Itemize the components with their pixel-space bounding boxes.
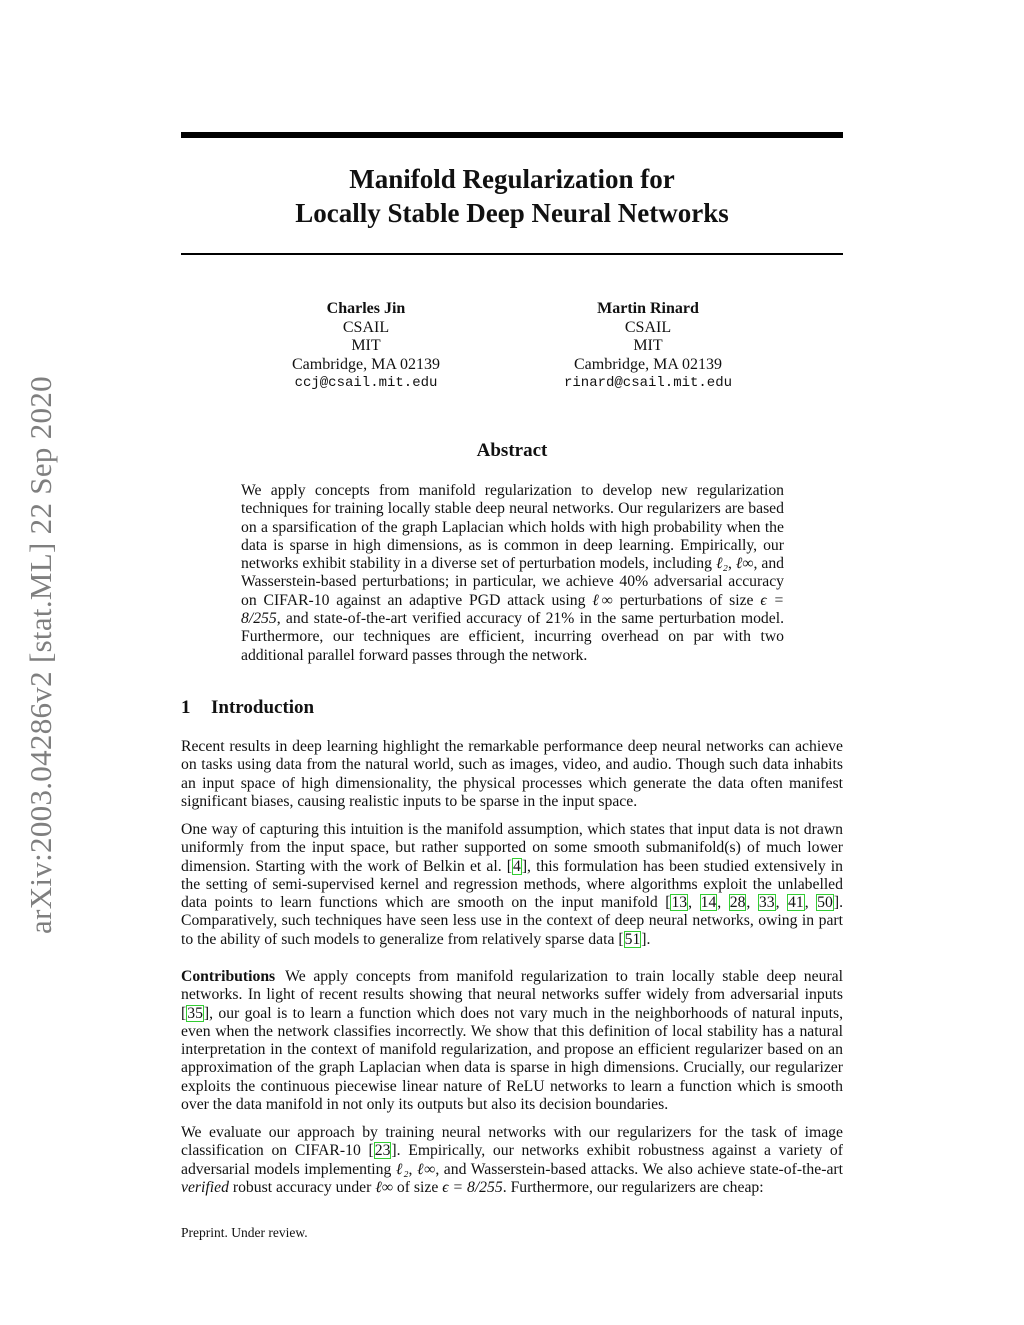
- paragraph-run-in-heading: Contributions: [181, 968, 276, 985]
- paragraph-text-run: ]. Empirically, our networks exhibit robustness against a variety of adversarial models implementing: [181, 1142, 843, 1178]
- citation-link[interactable]: 41: [788, 894, 804, 912]
- abstract-body: [241, 482, 784, 665]
- title-bottom-rule: [181, 253, 843, 255]
- author-location: Cambridge, MA 02139: [292, 355, 440, 373]
- math-linf: ℓ∞: [592, 591, 613, 609]
- section-number: 1: [181, 697, 191, 718]
- math-l2: ℓ₂: [395, 1160, 409, 1178]
- author-email[interactable]: ccj@csail.mit.edu: [294, 375, 438, 391]
- author-email[interactable]: rinard@csail.mit.edu: [563, 375, 733, 391]
- citation-link[interactable]: 28: [729, 894, 746, 912]
- math-epsilon: ϵ = 8/255: [241, 591, 785, 628]
- paragraph-text-run: , and Wasserstein-based attacks. We also achieve state-of-the-art: [435, 1160, 844, 1178]
- paragraph-text-run: One way of capturing this intuition is the manifold assumption, which states that input data is not drawn uniformly from the input space, but rather supported on some smooth submanifold(s) of much lower dimension. Starting with the work of Belkin et al. [: [181, 821, 843, 875]
- author-location: Cambridge, MA 02139: [574, 355, 722, 373]
- author-name: Martin Rinard: [597, 300, 699, 317]
- title-line-2: Locally Stable Deep Neural Networks: [295, 198, 729, 228]
- paragraph-text-run: We evaluate our approach by training neural networks with our regularizers for the task of image classification on CIFAR-10 [: [181, 1124, 843, 1160]
- paragraph-text-run: ], our goal is to learn a function which does not vary much in the neighborhoods of natural inputs, even when the network classifies incorrectly. We show that this definition of local stability has a natural interpretation in the context of manifold regularization, and propose an efficient regularizer based on an approximation of the graph Laplacian when data is sparse in high dimensions. Crucially, our regularizer exploits the continuous piecewise linear nature of ReLU networks to learn a function which is smooth over the data manifold in not only its outputs but also its decision boundaries.: [181, 1004, 843, 1114]
- citation-link[interactable]: 50: [817, 894, 833, 912]
- math-l2: ℓ₂: [715, 555, 728, 573]
- author-block-1: [246, 300, 486, 393]
- paragraph-text-run: of size: [396, 1178, 439, 1196]
- citation-link[interactable]: 4: [512, 857, 521, 875]
- citation-link[interactable]: 13: [671, 894, 688, 912]
- emphasis-verified: verified: [181, 1178, 229, 1196]
- author-institution: MIT: [351, 337, 381, 354]
- citation-link[interactable]: 14: [700, 894, 717, 912]
- section-title: Introduction: [211, 697, 315, 718]
- paragraph-text-run: . Furthermore, our regularizers are cheap:: [502, 1178, 764, 1196]
- section-heading-introduction: [181, 697, 314, 719]
- citation-link[interactable]: 35: [187, 1004, 203, 1022]
- author-name: Charles Jin: [326, 300, 406, 317]
- math-linf: ℓ∞: [375, 1178, 393, 1196]
- paper-title: [181, 162, 843, 230]
- abstract-text-run: We apply concepts from manifold regularization to develop new regularization techniques for training locally stable deep neural networks. Our regularizers are based on a sparsification of the graph Laplacian which holds with high probability when the data is sparse in high dimensions, as is common in deep learning. Empirically, our networks exhibit stability in a diverse set of perturbation models, including: [241, 482, 784, 573]
- author-institution: MIT: [633, 337, 663, 354]
- author-block-2: [528, 300, 768, 393]
- paragraph-text-run: ], this formulation has been studied extensively in the setting of semi-supervised kernel and regression methods, where algorithms exploit the unlabelled data points to learn functions which are smooth on the input manifold [: [181, 857, 843, 912]
- abstract-text-run: ,: [727, 555, 732, 573]
- citation-link[interactable]: 51: [624, 930, 641, 948]
- author-department: CSAIL: [624, 318, 672, 336]
- abstract-text-run: , and Wasserstein-based perturbations; in particular, we achieve 40% adversarial accuracy on CIFAR-10 against an adaptive PGD attack using: [241, 555, 785, 609]
- citation-link[interactable]: 33: [758, 894, 775, 912]
- arxiv-identifier-text: arXiv:2003.04286v2 [stat.ML] 22 Sep 2020: [23, 376, 58, 934]
- preprint-footer: Preprint. Under review.: [181, 1225, 308, 1240]
- math-linf: ℓ∞: [417, 1160, 436, 1178]
- paragraph-text-run: We apply concepts from manifold regularization to train locally stable deep neural networks. In light of recent results showing that neural networks suffer widely from adversarial inputs [: [181, 968, 843, 1022]
- arxiv-identifier-stamp: [16, 345, 66, 965]
- intro-paragraph-2: One way of capturing this intuition is the manifold assumption, which states that input data is not drawn uniformly from the input space, but rather supported on some smooth submanifold(s) of much lower dimension. Starting with the work of Belkin et al. [4], this formulation has been studied extensively in the setting of semi-supervised kernel and regression methods, where algorithms exploit the unlabelled data points to learn functions which are smooth on the input manifold [13, 14, 28, 33, 41, 50]. Comparatively, such techniques have seen less use in the context of deep neural networks, owing in part to the ability of such models to generalize from relatively sparse data [51].: [181, 821, 843, 948]
- paragraph-text-run: ]. Comparatively, such techniques have seen less use in the context of deep neural networks, owing in part to the ability of such models to generalize from relatively sparse data [: [181, 894, 843, 948]
- paragraph-text-run: robust accuracy under: [232, 1178, 372, 1196]
- abstract-text-run: , and state-of-the-art verified accuracy of 21% in the same perturbation model. Furthermore, our techniques are efficient, incurring overhead on par with two additional parallel forward passes through the network.: [241, 610, 784, 664]
- intro-paragraph-1: Recent results in deep learning highlight the remarkable performance deep neural networks can achieve on tasks using data from the natural world, such as images, video, and audio. Though such data inhabits an input space of high dimensionality, the physical processes which generate the data often manifest significant biases, causing realistic inputs to be sparse in the input space.: [181, 738, 843, 810]
- author-department: CSAIL: [342, 318, 390, 336]
- title-line-1: Manifold Regularization for: [349, 164, 675, 194]
- paragraph-text-run: ].: [641, 930, 651, 948]
- paragraph-text-run: ,: [408, 1160, 413, 1178]
- math-linf: ℓ∞: [735, 555, 754, 573]
- abstract-text-run: perturbations of size: [619, 591, 754, 609]
- math-epsilon: ϵ = 8/255: [442, 1178, 503, 1196]
- title-top-rule: [181, 132, 843, 138]
- abstract-heading: Abstract: [476, 440, 548, 461]
- contributions-paragraph: [181, 968, 843, 1114]
- evaluation-paragraph: [181, 1124, 843, 1197]
- citation-link[interactable]: 23: [374, 1142, 391, 1160]
